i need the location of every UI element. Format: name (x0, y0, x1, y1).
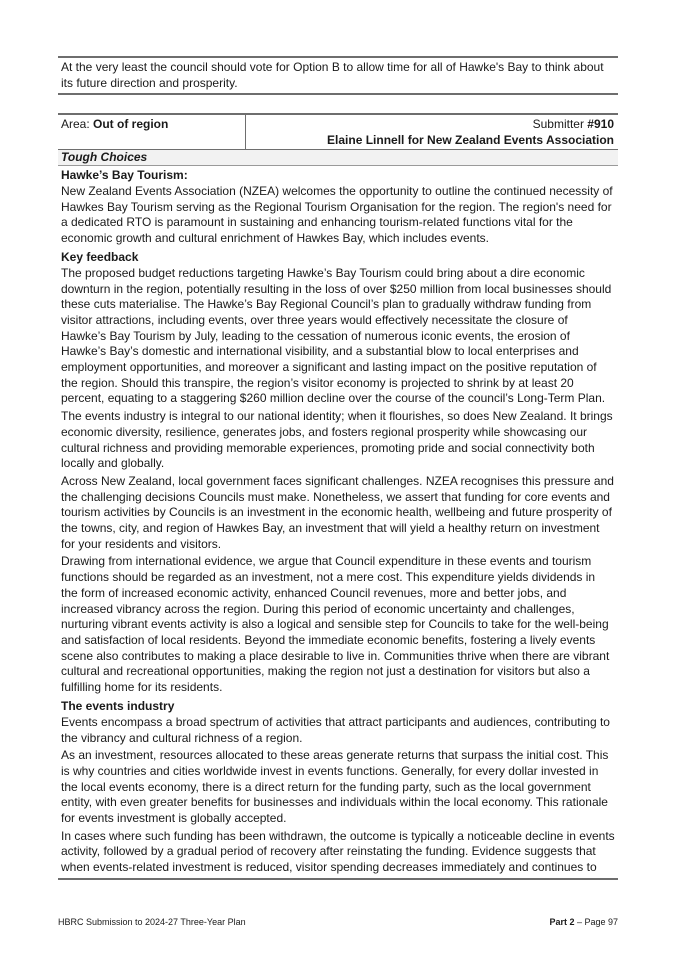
section-heading: Key feedback (61, 249, 139, 264)
area-cell (58, 115, 246, 149)
footer-title: HBRC Submission to 2024-27 Three-Year Plan (58, 917, 246, 927)
footer-page-number (549, 917, 618, 928)
submission-header (58, 113, 618, 150)
body-paragraph: Events encompass a broad spectrum of activities that attract participants and audiences, contributing to the vibrancy and cultural richness of a region. (61, 714, 610, 745)
submission-body (58, 167, 618, 880)
body-paragraph: New Zealand Events Association (NZEA) welcomes the opportunity to outline the continued necessity of Hawkes Bay Tourism serving as the Regional Tourism Organisation for the region. The region's need for a dedicated RTO is paramount in sustaining and enhancing tourism-related functions vital for the economic growth and cultural enrichment of Hawkes Bay, which includes events. (61, 184, 613, 246)
body-paragraph: The events industry is integral to our national identity; when it flourishes, so does New Zealand. It brings economic diversity, resilience, generates jobs, and fosters regional prosperity while showcasing our cultural richness and providing memorable experiences, promoting pride and social connectivity both locally and globally. (61, 409, 613, 471)
intro-text: At the very least the council should vote for Option B to allow time for all of Hawke's Bay to think about its future direction and prosperity. (58, 56, 618, 95)
body-paragraph: As an investment, resources allocated to these areas generate returns that surpass the initial cost. This is why countries and cities worldwide invest in events functions. Generally, for every dollar invested in the local events economy, there is a direct return for the funding party, such as the local government entity, with even greater benefits for businesses and individuals within the local economy. This rationale for events investment is globally accepted. (61, 748, 609, 826)
submitter-label: Submitter (532, 117, 588, 131)
section-heading: Hawke’s Bay Tourism: (61, 168, 188, 182)
submitter-number: #910 (587, 117, 614, 131)
submitter-cell (246, 115, 618, 149)
body-paragraph: In cases where such funding has been withdrawn, the outcome is typically a noticeable decline in events activity, followed by a gradual period of recovery after reinstating the funding. Evidence suggests that when events-related investment is reduced, visitor spending decreases immediately and continues to (61, 828, 615, 875)
footer-page: – Page 97 (574, 917, 618, 927)
footer-part: Part 2 (549, 917, 575, 927)
section-title: Tough Choices (58, 150, 618, 166)
submitter-name: Elaine Linnell for New Zealand Events Association (327, 132, 614, 147)
body-paragraph: Across New Zealand, local government faces significant challenges. NZEA recognises this pressure and the challenging decisions Councils must make. Nonetheless, we assert that funding for core events and tourism activities by Councils is an investment in the economic health, wellbeing and future prosperity of the towns, city, and region of Hawkes Bay, an investment that will yield a healthy return on investment for your residents and visitors. (61, 473, 614, 551)
body-paragraph: The proposed budget reductions targeting Hawke’s Bay Tourism could bring about a dire economic downturn in the region, potentially resulting in the loss of over $250 million from local businesses should these cuts materialise. The Hawke’s Bay Regional Council’s plan to gradually withdraw funding from visitor attractions, including events, over three years would effectively necessitate the closure of Hawke’s Bay Tourism by July, leading to the cessation of numerous iconic events, the erosion of Hawke’s Bay’s domestic and international visibility, and a substantial blow to local enterprises and employment opportunities, and moreover a significant and lasting impact on the positive reputation of the region. Should this transpire, the region’s visitor economy is projected to shrink by at least 20 percent, equating to a staggering $260 million decline over the course of the council’s Long-Term Plan. (61, 265, 612, 406)
page-footer (58, 917, 618, 928)
section-heading: The events industry (61, 698, 175, 713)
area-value: Out of region (93, 117, 169, 131)
document-page (58, 56, 618, 880)
area-label: Area: (61, 117, 94, 131)
body-paragraph: Drawing from international evidence, we argue that Council expenditure in these events and tourism functions should be regarded as an investment, not a mere cost. This expenditure yields dividends in the form of increased economic activity, enhanced Council revenues, more and better jobs, and increased vibrancy across the region. During this period of economic uncertainty and challenges, nurturing vibrant events activity is also a logical and sensible step for Councils to take for the well-being and satisfaction of local residents. Beyond the immediate economic benefits, fostering a lively events scene also contributes to making a place desirable to live in. Communities thrive when there are vibrant cultural and recreational opportunities, making the region not just a destination for visitors but also a fulfilling home for its residents. (61, 554, 610, 695)
